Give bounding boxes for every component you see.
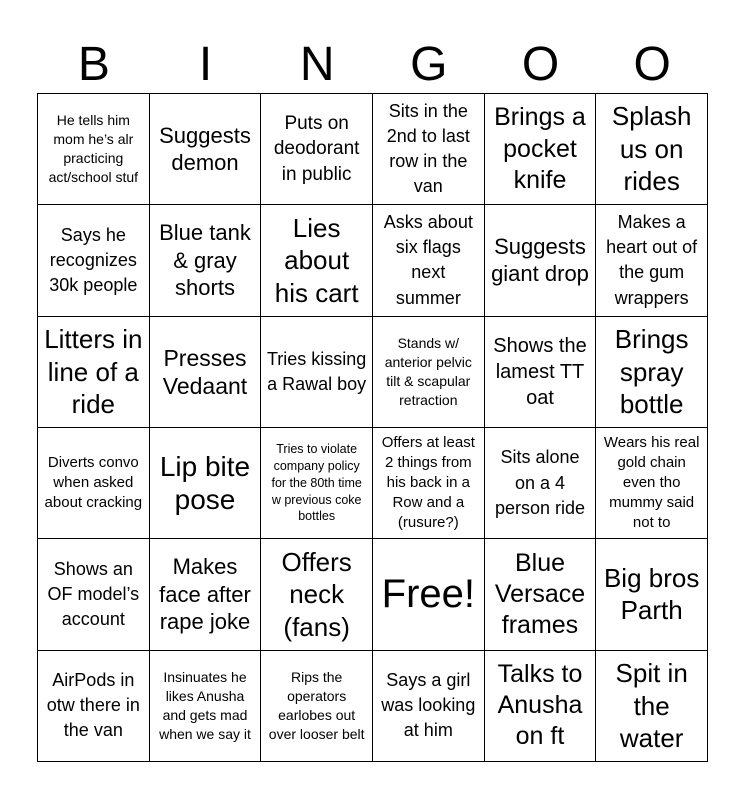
cell-text: Suggests demon xyxy=(159,122,251,176)
cell-text: Tries kissing a Rawal boy xyxy=(266,348,367,394)
cell-text: Says he recognizes 30k people xyxy=(49,224,138,296)
bingo-cell-r5c2[interactable] xyxy=(150,539,262,650)
cell-text: Sits in the 2nd to last row in the van xyxy=(386,100,470,197)
header-letter-b: B xyxy=(77,38,110,91)
bingo-cell-r1c4[interactable] xyxy=(373,94,485,205)
bingo-cell-r2c4[interactable] xyxy=(373,205,485,316)
bingo-cell-r4c5[interactable] xyxy=(485,428,597,539)
bingo-cell-r6c3[interactable] xyxy=(261,651,373,762)
bingo-cell-free[interactable] xyxy=(373,539,485,650)
bingo-cell-r1c6[interactable] xyxy=(596,94,708,205)
cell-text: Shows the lamest TT oat xyxy=(493,334,587,409)
bingo-cell-r6c2[interactable] xyxy=(150,651,262,762)
cell-text: Asks about six flags next summer xyxy=(383,212,473,308)
cell-text: Suggests giant drop xyxy=(491,233,589,287)
cell-text: AirPods in otw there in the van xyxy=(46,670,140,741)
cell-text: Makes a heart out of the gum wrappers xyxy=(606,212,698,308)
cell-text: Brings a pocket knife xyxy=(494,103,586,194)
bingo-cell-r5c3[interactable] xyxy=(261,539,373,650)
cell-text: Shows an OF model’s account xyxy=(47,558,140,630)
bingo-cell-r2c2[interactable] xyxy=(150,205,262,316)
cell-text: Makes face after rape joke xyxy=(159,554,251,635)
bingo-cell-r5c1[interactable] xyxy=(38,539,150,650)
bingo-cell-r2c6[interactable] xyxy=(596,205,708,316)
cell-text: Puts on deodorant in public xyxy=(273,112,360,185)
bingo-cell-r3c1[interactable] xyxy=(38,317,150,428)
cell-text: Offers at least 2 things from his back in a Row and a (rusure?) xyxy=(381,434,475,532)
bingo-cell-r2c5[interactable] xyxy=(485,205,597,316)
cell-text: He tells him mom he’s alr practicing act/school stuf xyxy=(48,112,139,186)
cell-text: Big bros Parth xyxy=(603,562,700,626)
bingo-cell-r1c2[interactable] xyxy=(150,94,262,205)
bingo-cell-r3c5[interactable] xyxy=(485,317,597,428)
bingo-cell-r4c3[interactable] xyxy=(261,428,373,539)
cell-text: Blue tank & gray shorts xyxy=(159,220,251,301)
bingo-cell-r4c6[interactable] xyxy=(596,428,708,539)
cell-text: Brings spray bottle xyxy=(614,324,689,420)
cell-text: Litters in line of a ride xyxy=(44,324,143,420)
bingo-grid xyxy=(37,93,708,762)
cell-text: Rips the operators earlobes out over looser belt xyxy=(268,669,365,742)
cell-text: Stands w/ anterior pelvic tilt & scapular retraction xyxy=(384,335,472,408)
bingo-cell-r4c2[interactable] xyxy=(150,428,262,539)
cell-text: Lies about his cart xyxy=(274,212,359,308)
bingo-cell-r1c3[interactable] xyxy=(261,94,373,205)
header-letter-o: O xyxy=(521,38,560,91)
cell-text: Insinuates he likes Anusha and gets mad when we say it xyxy=(159,669,251,742)
cell-text: Tries to violate company policy for the 80th time w previous coke bottles xyxy=(271,441,362,524)
cell-text: Blue Versace frames xyxy=(494,548,586,640)
free-space-text: Free! xyxy=(381,572,475,617)
bingo-cell-r1c5[interactable] xyxy=(485,94,597,205)
bingo-cell-r3c4[interactable] xyxy=(373,317,485,428)
bingo-cell-r5c5[interactable] xyxy=(485,539,597,650)
bingo-cell-r6c4[interactable] xyxy=(373,651,485,762)
cell-text: Offers neck (fans) xyxy=(281,546,352,642)
bingo-cell-r3c2[interactable] xyxy=(150,317,262,428)
cell-text: Says a girl was looking at him xyxy=(381,670,476,741)
bingo-cell-r2c3[interactable] xyxy=(261,205,373,316)
header-letter-o-2: O xyxy=(633,38,671,91)
bingo-cell-r4c4[interactable] xyxy=(373,428,485,539)
bingo-cell-r3c6[interactable] xyxy=(596,317,708,428)
bingo-cell-r5c6[interactable] xyxy=(596,539,708,650)
bingo-cell-r1c1[interactable] xyxy=(38,94,150,205)
cell-text: Wears his real gold chain even tho mummy said not to xyxy=(603,434,700,532)
header-letter-n: N xyxy=(299,38,335,91)
cell-text: Splash us on rides xyxy=(611,101,692,197)
bingo-cell-r6c6[interactable] xyxy=(596,651,708,762)
cell-text: Talks to Anusha on ft xyxy=(497,659,583,751)
cell-text: Diverts convo when asked about cracking xyxy=(44,454,143,512)
bingo-cell-r6c1[interactable] xyxy=(38,651,150,762)
cell-text: Lip bite pose xyxy=(159,450,251,516)
cell-text: Spit in the water xyxy=(615,658,688,754)
bingo-cell-r3c3[interactable] xyxy=(261,317,373,428)
bingo-cell-r2c1[interactable] xyxy=(38,205,150,316)
cell-text: Sits alone on a 4 person ride xyxy=(494,447,586,518)
bingo-cell-r6c5[interactable] xyxy=(485,651,597,762)
bingo-header xyxy=(38,36,708,94)
cell-text: Presses Vedaant xyxy=(162,344,248,399)
bingo-cell-r4c1[interactable] xyxy=(38,428,150,539)
header-letter-g: G xyxy=(410,38,448,91)
header-letter-i: I xyxy=(198,38,213,91)
